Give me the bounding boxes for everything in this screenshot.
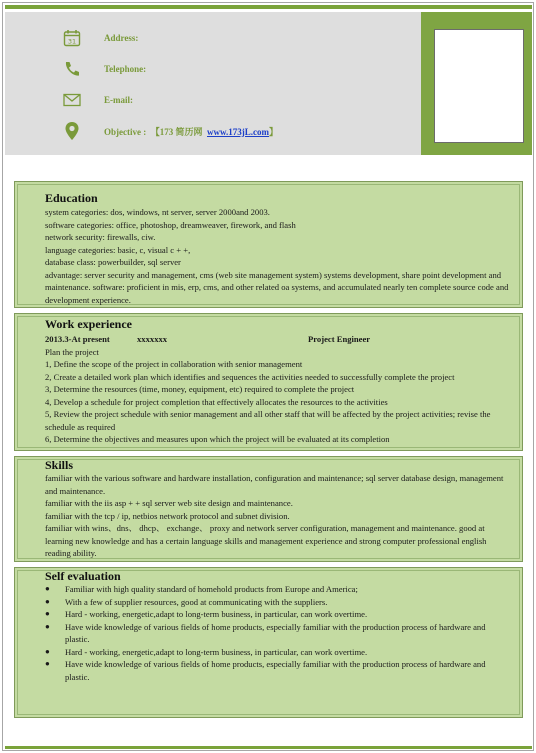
education-line: language categories: basic, c, visual c + +, [45,244,191,255]
education-advantage: advantage: server security and management, cms (web site management system) systems development, share point development and maintenance. software: proficient in mis, erp, cms, and other related oa systems, and accumulated nearly ten complete source code and development experience. [45,269,509,305]
contact-address [63,29,139,47]
phone-icon [63,60,81,78]
photo-placeholder [434,29,524,143]
svg-text:31: 31 [67,37,77,46]
address-label: Address: [104,33,139,43]
skills-section [14,456,523,562]
work-line: 2, Create a detailed work plan which identifies and sequences the activities needed to successfully complete the project [45,371,455,382]
job-company: xxxxxxx [137,334,168,344]
skills-body [45,472,514,560]
education-body [45,206,514,306]
top-accent-bar [5,5,532,9]
contact-header [5,12,422,155]
objective-label: Objective : 【173 简历网 www.173jL.com】 [104,126,279,137]
bottom-accent-bar [5,746,532,749]
skills-line: familiar with the iis asp + + sql server web site design and maintenance. [45,498,293,508]
self-evaluation-list [45,583,488,683]
work-body [45,333,514,446]
work-line: 1, Define the scope of the project in collaboration with senior management [45,359,303,369]
work-line: 5, Review the project schedule with senior management and all other staff that will be affected by the project activities; revise the schedule as required [45,409,491,432]
self-evaluation-item: ● Hard - working, energetic,adapt to long-term business, in particular, can work overtime. [45,646,488,659]
skills-line: familiar with the various software and hardware installation, configuration and maintenance; sql server database design, management and maintenance. [45,473,504,496]
education-line: network security: firewalls, ciw. [45,232,156,242]
work-experience-section [14,313,523,451]
education-section [14,181,523,308]
calendar-icon [63,29,81,47]
education-line: software categories: office, photoshop, dreamweaver, firework, and flash [45,219,296,230]
self-evaluation-item: ● Familiar with high quality standard of homehold products from Europe and America; [45,583,488,596]
objective-link[interactable]: www.173jL.com [207,126,269,137]
education-line: system categories: dos, windows, nt server, server 2000and 2003. [45,207,270,217]
work-title: Work experience [45,317,132,331]
objective-value: 【173 简历网 [150,126,203,137]
contact-telephone [63,60,147,78]
skills-line: familiar with wins、dns、 dhcp、 exchange、 proxy and network server configuration, management and maintenance. good at learning new knowledge and has a certain language skills and management experience and strong computer professional english reading ability. [45,523,487,558]
job-period: 2013.3-At present [45,334,110,344]
work-line: Plan the project [45,346,99,357]
work-line: 3, Determine the resources (time, money, equipment, etc) required to complete the project [45,384,355,394]
job-role: Project Engineer [308,334,371,344]
contact-objective [63,122,279,140]
education-line: database class: powerbuilder, sql server [45,257,181,267]
self-evaluation-section [14,567,523,718]
work-line: 6, Determine the objectives and measures upon which the project will be evaluated at its completion [45,434,390,444]
location-pin-icon [63,122,81,140]
self-evaluation-item: ● Have wide knowledge of various fields of home products, especially familiar with the production process of hardware and plastic. [45,658,488,683]
work-line: 4, Develop a schedule for project completion that effectively allocates the resources to the activities [45,396,388,407]
telephone-label: Telephone: [104,64,147,74]
skills-line: familiar with the tcp / ip, netbios network protocol and subnet division. [45,510,290,521]
self-evaluation-item: ● With a few of supplier resources, good at communicating with the suppliers. [45,596,488,609]
job-header [45,333,514,346]
self-evaluation-title: Self evaluation [45,569,121,583]
contact-email [63,91,133,109]
skills-title: Skills [45,458,74,472]
self-evaluation-item: ● Have wide knowledge of various fields of home products, especially familiar with the production process of hardware and plastic. [45,621,488,646]
self-evaluation-item: ● Hard - working, energetic,adapt to long-term business, in particular, can work overtime. [45,608,488,621]
mail-icon [63,91,81,109]
email-label: E-mail: [104,95,133,105]
education-title: Education [45,191,98,205]
